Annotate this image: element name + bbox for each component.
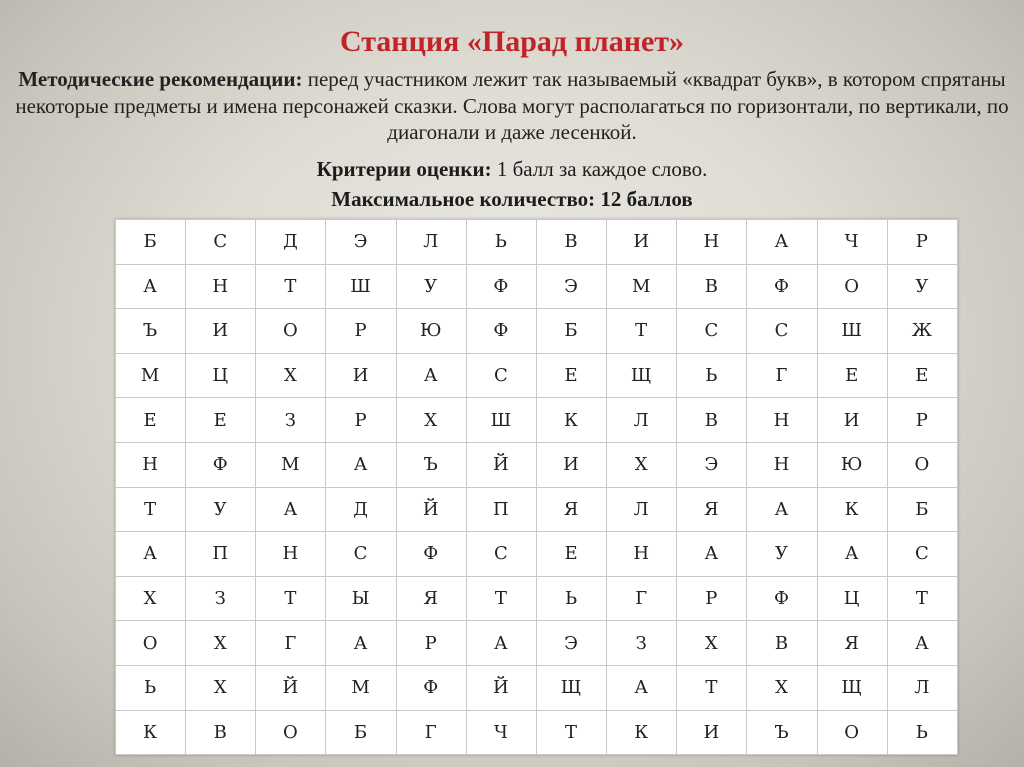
grid-cell: Ц	[186, 353, 256, 398]
grid-cell: К	[536, 398, 606, 443]
grid-cell: О	[817, 264, 887, 309]
grid-cell: И	[677, 710, 747, 755]
grid-cell: О	[256, 309, 326, 354]
grid-cell: Г	[256, 621, 326, 666]
method-label: Методические рекомендации:	[18, 67, 303, 91]
grid-cell: Ф	[466, 309, 536, 354]
grid-cell: Ф	[396, 665, 466, 710]
grid-cell: Ф	[466, 264, 536, 309]
grid-row	[116, 576, 958, 621]
grid-cell: А	[396, 353, 466, 398]
grid-cell: Р	[887, 398, 957, 443]
grid-cell: Я	[536, 487, 606, 532]
grid-cell: К	[817, 487, 887, 532]
grid-cell: А	[887, 621, 957, 666]
grid-cell: Е	[536, 353, 606, 398]
grid-cell: Б	[536, 309, 606, 354]
grid-cell: Т	[607, 309, 677, 354]
grid-row	[116, 665, 958, 710]
grid-cell: Я	[817, 621, 887, 666]
grid-cell: Ш	[817, 309, 887, 354]
grid-cell: Х	[186, 621, 256, 666]
grid-cell: Н	[677, 220, 747, 265]
grid-cell: Ы	[326, 576, 396, 621]
grid-cell: Й	[256, 665, 326, 710]
grid-cell: Ь	[887, 710, 957, 755]
grid-cell: Ц	[817, 576, 887, 621]
grid-cell: З	[256, 398, 326, 443]
criteria-text: 1 балл за каждое слово.	[491, 157, 708, 181]
criteria-label: Критерии оценки:	[316, 157, 492, 181]
grid-cell: Я	[677, 487, 747, 532]
grid-row	[116, 442, 958, 487]
grid-cell: Г	[607, 576, 677, 621]
grid-cell: В	[186, 710, 256, 755]
grid-row	[116, 532, 958, 577]
grid-cell: У	[186, 487, 256, 532]
criteria	[0, 155, 1024, 183]
grid-cell: З	[186, 576, 256, 621]
grid-cell: З	[607, 621, 677, 666]
grid-cell: О	[817, 710, 887, 755]
grid-cell: Т	[536, 710, 606, 755]
grid-cell: Я	[396, 576, 466, 621]
grid-cell: Ю	[396, 309, 466, 354]
grid-cell: Р	[396, 621, 466, 666]
grid-cell: В	[536, 220, 606, 265]
grid-cell: У	[396, 264, 466, 309]
grid-cell: Н	[116, 442, 186, 487]
grid-cell: М	[607, 264, 677, 309]
grid-cell: Ч	[817, 220, 887, 265]
grid-cell: Х	[607, 442, 677, 487]
grid-cell: Д	[326, 487, 396, 532]
grid-cell: С	[677, 309, 747, 354]
grid-cell: Н	[747, 442, 817, 487]
grid-cell: О	[256, 710, 326, 755]
grid-cell: Ь	[677, 353, 747, 398]
grid-cell: Р	[326, 398, 396, 443]
grid-cell: Ж	[887, 309, 957, 354]
grid-cell: Щ	[817, 665, 887, 710]
grid-cell: Л	[607, 398, 677, 443]
grid-cell: Б	[887, 487, 957, 532]
grid-row	[116, 398, 958, 443]
grid-cell: Д	[256, 220, 326, 265]
grid-cell: У	[887, 264, 957, 309]
grid-cell: С	[326, 532, 396, 577]
grid-cell: И	[817, 398, 887, 443]
grid-row	[116, 353, 958, 398]
grid-cell: Б	[326, 710, 396, 755]
grid-cell: Ъ	[747, 710, 817, 755]
grid-cell: Е	[887, 353, 957, 398]
grid-cell: Е	[116, 398, 186, 443]
grid-cell: А	[326, 442, 396, 487]
grid-cell: Е	[817, 353, 887, 398]
grid-cell: Х	[186, 665, 256, 710]
grid-cell: Ь	[466, 220, 536, 265]
grid-cell: И	[536, 442, 606, 487]
grid-cell: Р	[887, 220, 957, 265]
grid-row	[116, 487, 958, 532]
grid-cell: Х	[677, 621, 747, 666]
grid-cell: И	[186, 309, 256, 354]
grid-cell: Э	[326, 220, 396, 265]
grid-cell: М	[256, 442, 326, 487]
grid-cell: Щ	[607, 353, 677, 398]
grid-cell: А	[116, 532, 186, 577]
grid-cell: Ф	[747, 264, 817, 309]
grid-cell: Т	[256, 264, 326, 309]
grid-row	[116, 220, 958, 265]
grid-cell: Г	[747, 353, 817, 398]
grid-cell: В	[677, 398, 747, 443]
grid-cell: Т	[116, 487, 186, 532]
grid-cell: О	[116, 621, 186, 666]
grid-cell: Т	[677, 665, 747, 710]
grid-cell: Л	[396, 220, 466, 265]
grid-cell: Й	[396, 487, 466, 532]
grid-cell: Й	[466, 665, 536, 710]
grid-cell: А	[326, 621, 396, 666]
max-score: Максимальное количество: 12 баллов	[331, 187, 693, 211]
grid-cell: Ъ	[396, 442, 466, 487]
letter-grid	[115, 219, 958, 755]
grid-cell: Щ	[536, 665, 606, 710]
grid-row	[116, 309, 958, 354]
grid-cell: С	[887, 532, 957, 577]
grid-cell: А	[747, 487, 817, 532]
method-description	[8, 66, 1016, 146]
grid-cell: А	[116, 264, 186, 309]
grid-cell: Н	[747, 398, 817, 443]
grid-cell: В	[677, 264, 747, 309]
grid-cell: С	[466, 532, 536, 577]
grid-row	[116, 710, 958, 755]
grid-cell: Х	[747, 665, 817, 710]
grid-cell: Н	[186, 264, 256, 309]
grid-cell: А	[466, 621, 536, 666]
grid-cell: Э	[536, 264, 606, 309]
grid-cell: К	[116, 710, 186, 755]
grid-cell: Т	[466, 576, 536, 621]
grid-cell: У	[747, 532, 817, 577]
grid-cell: С	[747, 309, 817, 354]
grid-cell: Н	[607, 532, 677, 577]
grid-cell: Ф	[396, 532, 466, 577]
grid-cell: Й	[466, 442, 536, 487]
grid-cell: И	[326, 353, 396, 398]
grid-cell: И	[607, 220, 677, 265]
grid-cell: П	[466, 487, 536, 532]
grid-cell: К	[607, 710, 677, 755]
grid-cell: М	[116, 353, 186, 398]
grid-cell: А	[607, 665, 677, 710]
grid-cell: Ф	[747, 576, 817, 621]
grid-cell: Н	[256, 532, 326, 577]
grid-cell: А	[817, 532, 887, 577]
grid-cell: А	[747, 220, 817, 265]
grid-cell: Л	[607, 487, 677, 532]
grid-cell: Э	[677, 442, 747, 487]
grid-cell: Ф	[186, 442, 256, 487]
grid-cell: Р	[677, 576, 747, 621]
grid-cell: А	[677, 532, 747, 577]
grid-cell: Т	[887, 576, 957, 621]
grid-row	[116, 621, 958, 666]
grid-cell: П	[186, 532, 256, 577]
grid-cell: Ш	[326, 264, 396, 309]
grid-cell: Ч	[466, 710, 536, 755]
grid-cell: Л	[887, 665, 957, 710]
grid-cell: Ъ	[116, 309, 186, 354]
grid-cell: Э	[536, 621, 606, 666]
grid-cell: С	[466, 353, 536, 398]
grid-cell: Г	[396, 710, 466, 755]
grid-cell: А	[256, 487, 326, 532]
grid-cell: С	[186, 220, 256, 265]
grid-cell: Е	[536, 532, 606, 577]
grid-cell: Ю	[817, 442, 887, 487]
grid-cell: О	[887, 442, 957, 487]
grid-cell: Т	[256, 576, 326, 621]
method-text: перед участником лежит так называемый «квадрат букв», в котором спрятаны некоторые предметы и имена персонажей сказки. Слова могут располагаться по горизонтали, по вертикали, по диагонали и даже лесенкой.	[15, 67, 1009, 144]
grid-cell: Е	[186, 398, 256, 443]
grid-cell: М	[326, 665, 396, 710]
slide-title: Станция «Парад планет»	[339, 25, 685, 58]
grid-row	[116, 264, 958, 309]
grid-cell: Х	[256, 353, 326, 398]
grid-cell: Б	[116, 220, 186, 265]
grid-cell: Х	[116, 576, 186, 621]
grid-cell: Р	[326, 309, 396, 354]
grid-cell: Ь	[536, 576, 606, 621]
grid-cell: В	[747, 621, 817, 666]
grid-cell: Ш	[466, 398, 536, 443]
grid-cell: Ь	[116, 665, 186, 710]
grid-cell: Х	[396, 398, 466, 443]
